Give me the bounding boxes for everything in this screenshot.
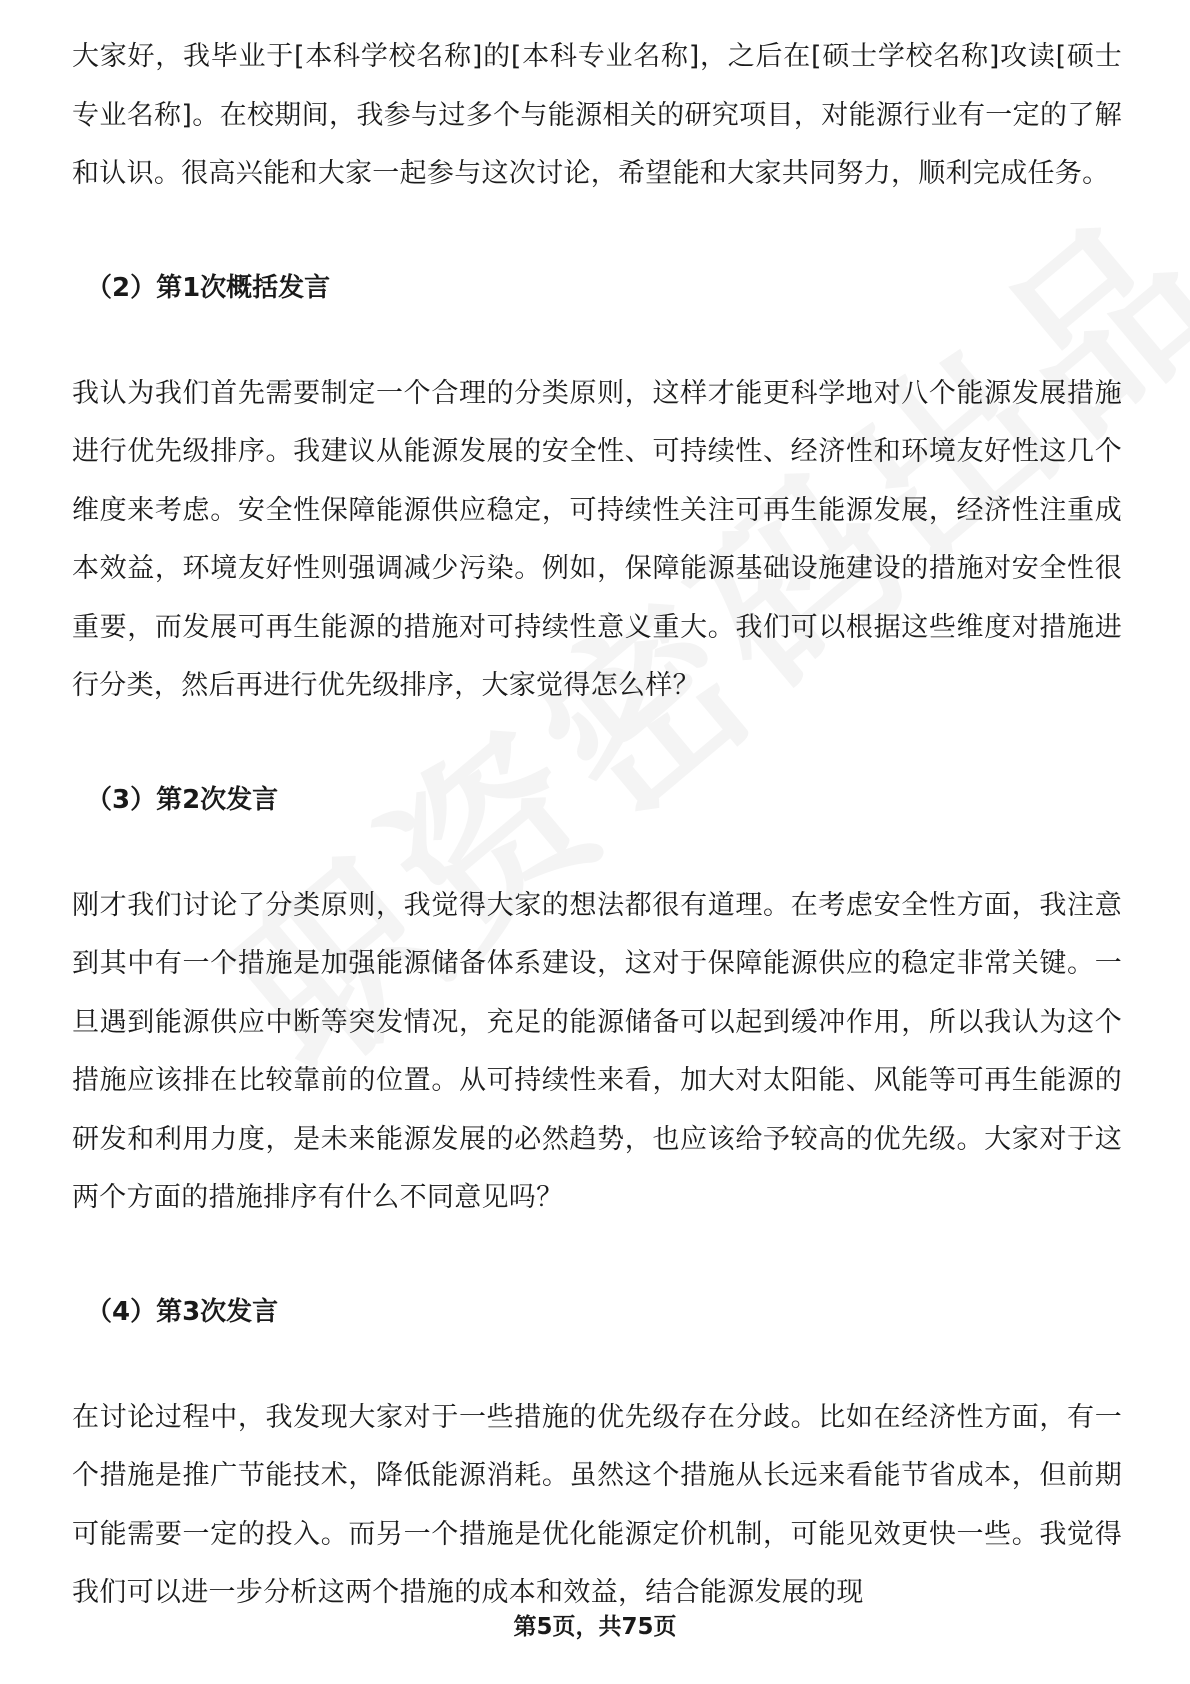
section-heading-4: （4）第3次发言 xyxy=(86,1296,279,1327)
section-paragraph-4: 在讨论过程中，我发现大家对于一些措施的优先级存在分歧。比如在经济性方面，有一个措施是推广节能技术，降低能源消耗。虽然这个措施从长远来看能节省成本，但前期可能需要一定的投入。而另一个措施是优化能源定价机制，可能见效更快一些。我觉得我们可以进一步分析这两个措施的成本和效益，结合能源发展的现 xyxy=(72,1401,1122,1608)
page-number-footer: 第5页，共75页 xyxy=(513,1614,677,1640)
page-content xyxy=(72,28,1122,1623)
section-paragraph-3: 刚才我们讨论了分类原则，我觉得大家的想法都很有道理。在考虑安全性方面，我注意到其中有一个措施是加强能源储备体系建设，这对于保障能源供应的稳定非常关键。一旦遇到能源供应中断等突发情况，充足的能源储备可以起到缓冲作用，所以我认为这个措施应该排在比较靠前的位置。从可持续性来看，加大对太阳能、风能等可再生能源的研发和利用力度，是未来能源发展的必然趋势，也应该给予较高的优先级。大家对于这两个方面的措施排序有什么不同意见吗？ xyxy=(72,889,1122,1213)
section-heading-2: （2）第1次概括发言 xyxy=(86,272,331,303)
section-paragraph-2: 我认为我们首先需要制定一个合理的分类原则，这样才能更科学地对八个能源发展措施进行优先级排序。我建议从能源发展的安全性、可持续性、经济性和环境友好性这几个维度来考虑。安全性保障能源供应稳定，可持续性关注可再生能源发展，经济性注重成本效益，环境友好性则强调减少污染。例如，保障能源基础设施建设的措施对安全性很重要，而发展可再生能源的措施对可持续性意义重大。我们可以根据这些维度对措施进行分类，然后再进行优先级排序，大家觉得怎么样？ xyxy=(72,377,1122,701)
intro-paragraph: 大家好，我毕业于[本科学校名称]的[本科专业名称]，之后在[硕士学校名称]攻读[硕士专业名称]。在校期间，我参与过多个与能源相关的研究项目，对能源行业有一定的了解和认识。很高兴能和大家一起参与这次讨论，希望能和大家共同努力，顺利完成任务。 xyxy=(72,41,1122,189)
section-heading-3: （3）第2次发言 xyxy=(86,784,279,815)
